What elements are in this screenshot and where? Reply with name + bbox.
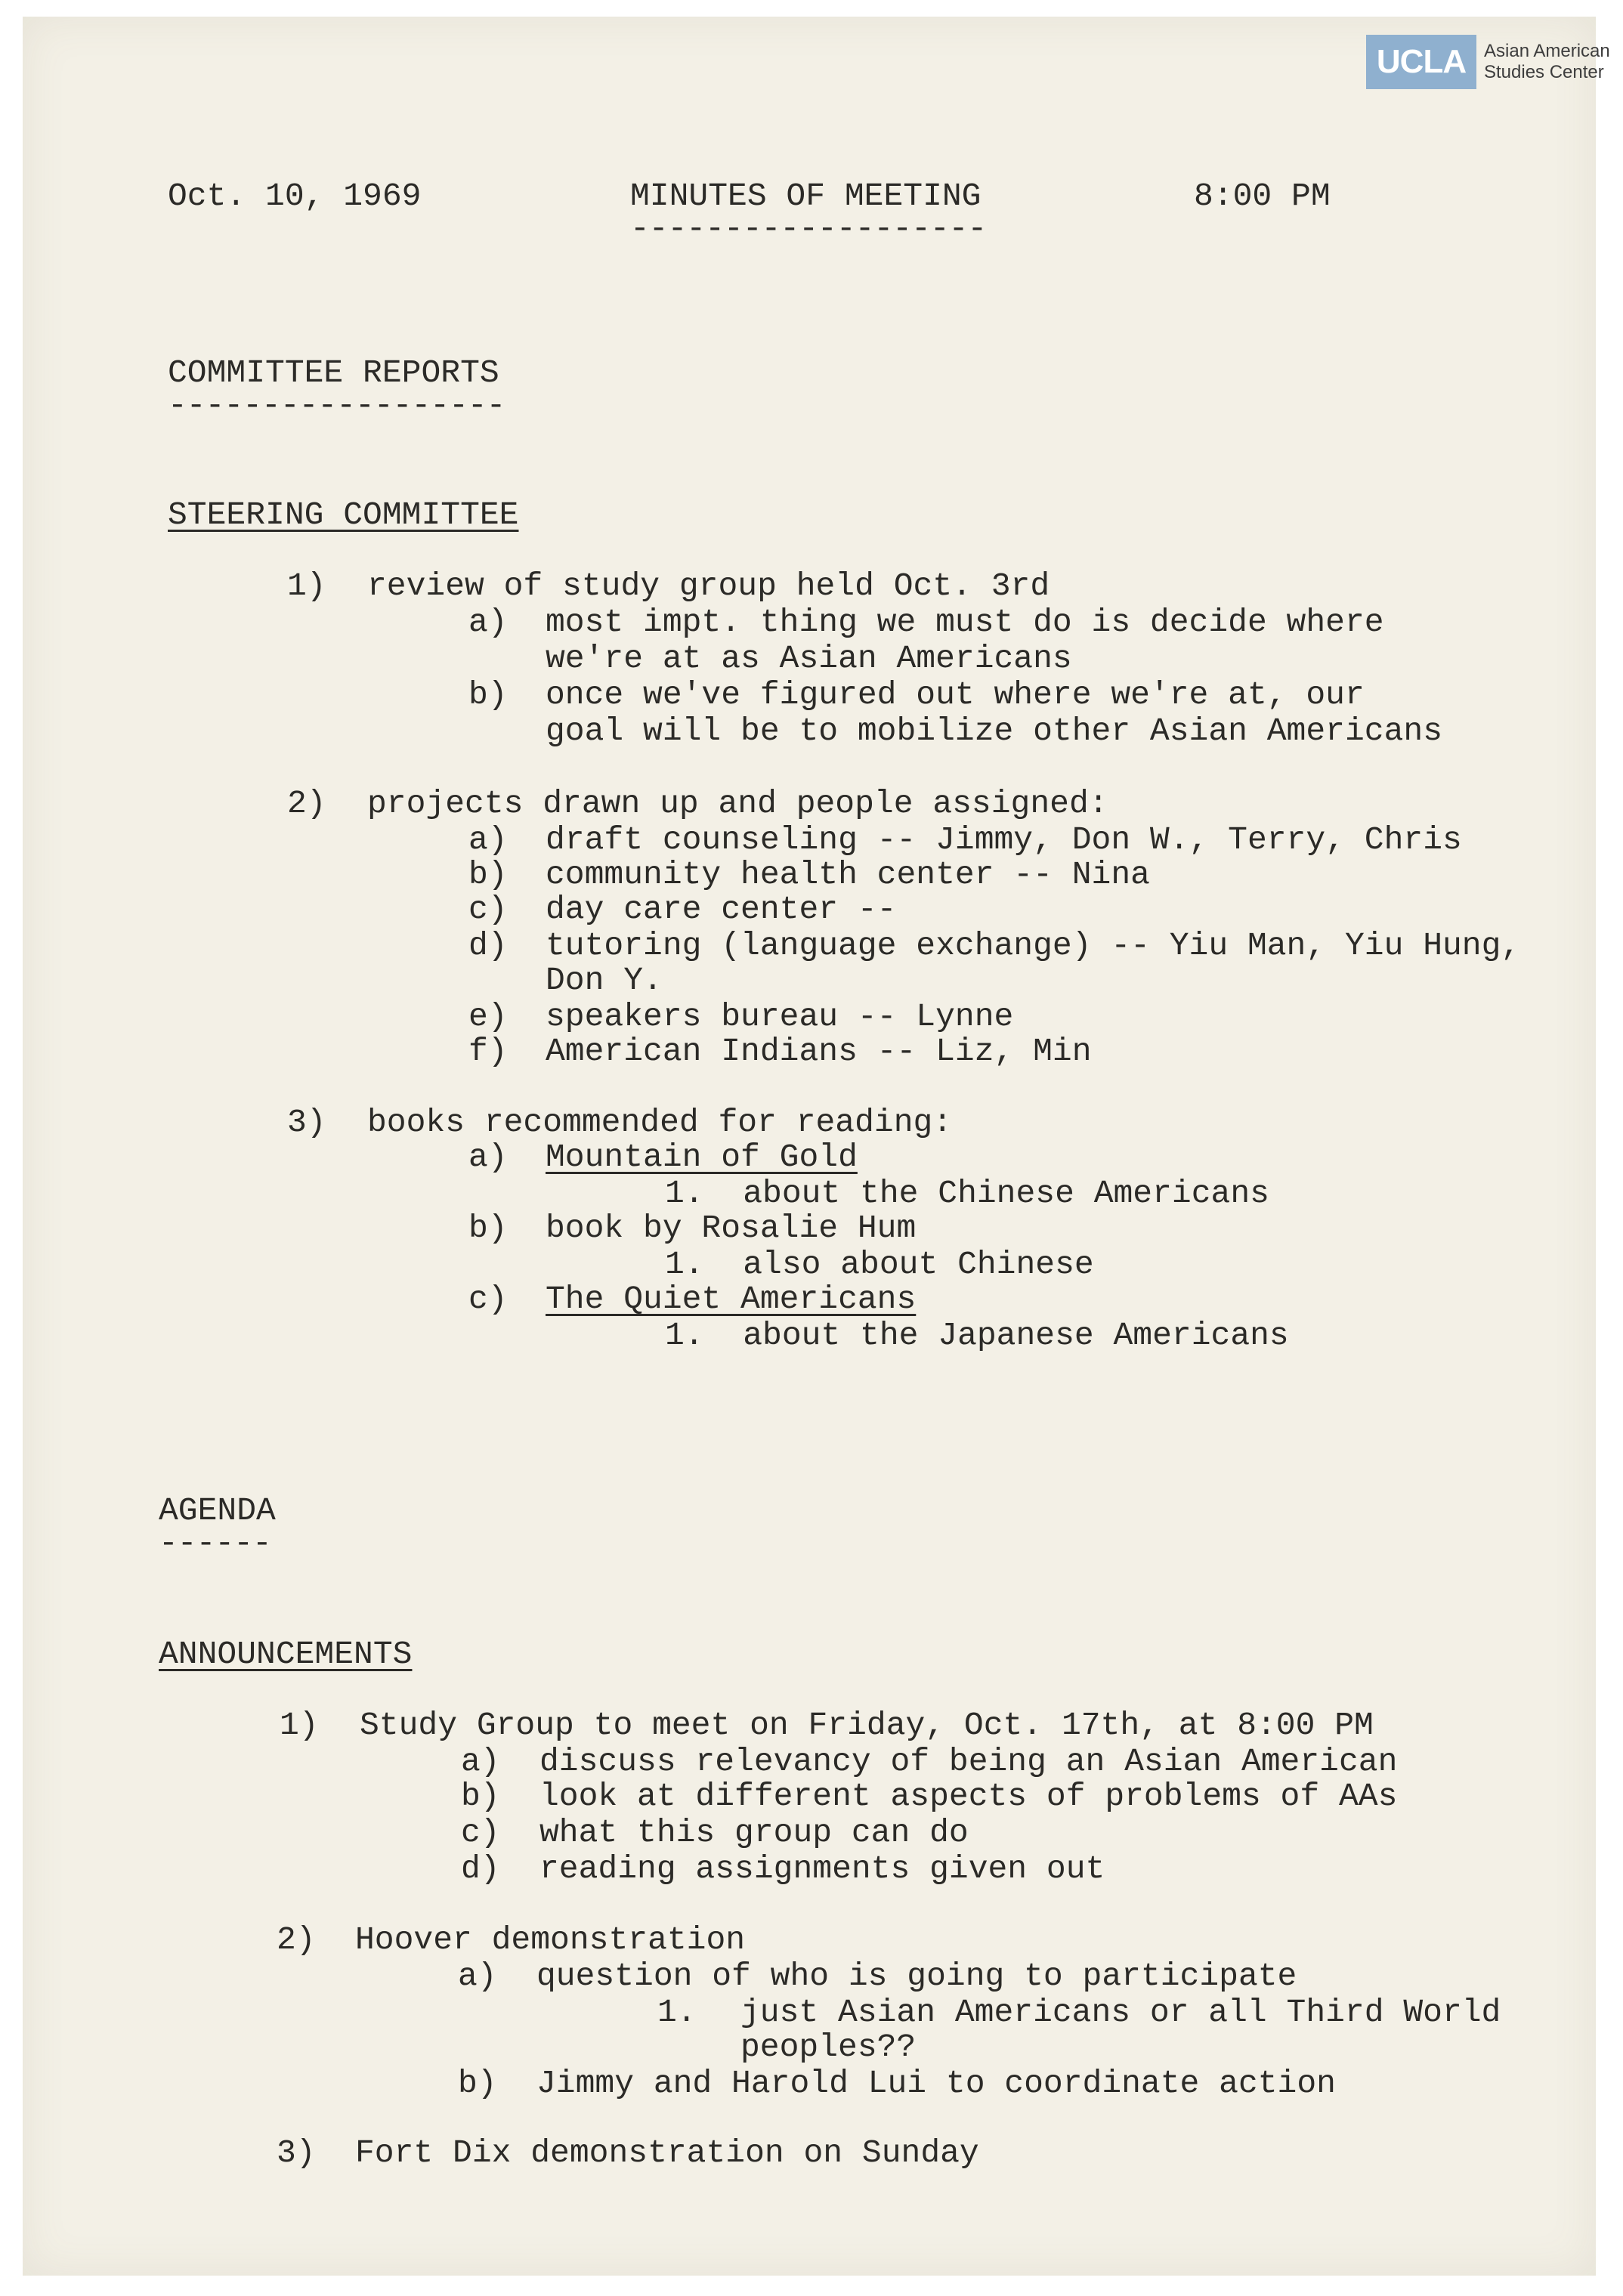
sub-letter: d) xyxy=(468,927,508,964)
book-title: Mountain of Gold xyxy=(546,1139,858,1176)
logo-line-2: Studies Center xyxy=(1484,62,1604,82)
list-item: Hoover demonstration xyxy=(355,1921,746,1958)
sub-letter: d) xyxy=(461,1850,500,1887)
item-number: 2) xyxy=(287,785,326,822)
item-number: 3) xyxy=(277,2134,316,2171)
note-item: just Asian Americans or all Third World xyxy=(740,1994,1501,2031)
sub-item-cont: goal will be to mobilize other Asian Americans xyxy=(546,712,1442,749)
sub-letter: b) xyxy=(461,1778,500,1815)
sub-item: reading assignments given out xyxy=(539,1850,1105,1887)
sub-letter: c) xyxy=(468,891,508,928)
book-title: The Quiet Americans xyxy=(546,1281,917,1318)
item-number: 3) xyxy=(287,1104,326,1141)
list-item: Study Group to meet on Friday, Oct. 17th, at 8:00 PM xyxy=(360,1707,1374,1744)
sub-letter: a) xyxy=(468,604,508,641)
sub-item: American Indians -- Liz, Min xyxy=(546,1033,1092,1070)
sub-letter: b) xyxy=(468,676,508,713)
meeting-date: Oct. 10, 1969 xyxy=(168,178,422,215)
committee-reports-heading: COMMITTEE REPORTS xyxy=(168,354,499,391)
sub-letter: e) xyxy=(468,998,508,1035)
list-item: Fort Dix demonstration on Sunday xyxy=(355,2134,979,2171)
logo-line-1: Asian American xyxy=(1484,41,1610,61)
sub-item: community health center -- Nina xyxy=(546,856,1150,893)
book-note: 1. about the Chinese Americans xyxy=(665,1175,1269,1212)
sub-item-cont: we're at as Asian Americans xyxy=(546,640,1072,677)
sub-item: look at different aspects of problems of AAs xyxy=(539,1778,1398,1815)
list-item: books recommended for reading: xyxy=(367,1104,953,1141)
sub-letter: f) xyxy=(468,1033,508,1070)
sub-letter: c) xyxy=(468,1281,508,1318)
announcements-heading: ANNOUNCEMENTS xyxy=(159,1636,413,1673)
note-item-cont: peoples?? xyxy=(740,2029,917,2066)
sub-item: most impt. thing we must do is decide where xyxy=(546,604,1384,641)
title-rule: ------------------- xyxy=(630,210,987,247)
note-number: 1. xyxy=(657,1994,697,2031)
ucla-logo-mark: UCLA xyxy=(1366,35,1476,89)
item-number: 1) xyxy=(287,567,326,604)
sub-letter: a) xyxy=(458,1958,497,1995)
sub-item: draft counseling -- Jimmy, Don W., Terry, Chris xyxy=(546,821,1462,858)
meeting-time: 8:00 PM xyxy=(1194,178,1331,215)
list-item: projects drawn up and people assigned: xyxy=(367,785,1108,822)
committee-reports-rule: ------------------ xyxy=(168,387,505,424)
sub-item: Jimmy and Harold Lui to coordinate action xyxy=(536,2065,1336,2102)
sub-item: discuss relevancy of being an Asian American xyxy=(539,1743,1398,1780)
book-note: 1. also about Chinese xyxy=(665,1246,1094,1283)
sub-item: once we've figured out where we're at, our xyxy=(546,676,1365,713)
ucla-aasc-logo xyxy=(1366,35,1610,89)
logo-text xyxy=(1484,41,1610,83)
item-number: 2) xyxy=(277,1921,316,1958)
page-title: MINUTES OF MEETING xyxy=(630,178,982,215)
book-title: book by Rosalie Hum xyxy=(546,1210,917,1247)
sub-item: speakers bureau -- Lynne xyxy=(546,998,1014,1035)
sub-item: what this group can do xyxy=(539,1814,969,1851)
sub-letter: b) xyxy=(458,2065,497,2102)
book-note: 1. about the Japanese Americans xyxy=(665,1317,1289,1354)
steering-committee-heading: STEERING COMMITTEE xyxy=(168,496,519,533)
sub-item: day care center -- xyxy=(546,891,897,928)
sub-item: question of who is going to participate xyxy=(536,1958,1297,1995)
agenda-rule: ------ xyxy=(159,1525,271,1562)
sub-letter: a) xyxy=(468,1139,508,1176)
list-item: review of study group held Oct. 3rd xyxy=(367,567,1050,604)
sub-letter: b) xyxy=(468,856,508,893)
sub-item-cont: Don Y. xyxy=(546,962,663,999)
sub-letter: a) xyxy=(468,821,508,858)
sub-letter: a) xyxy=(461,1743,500,1780)
sub-item: tutoring (language exchange) -- Yiu Man, Yiu Hung, xyxy=(546,927,1521,964)
item-number: 1) xyxy=(280,1707,319,1744)
agenda-heading: AGENDA xyxy=(159,1492,276,1529)
sub-letter: c) xyxy=(461,1814,500,1851)
sub-letter: b) xyxy=(468,1210,508,1247)
